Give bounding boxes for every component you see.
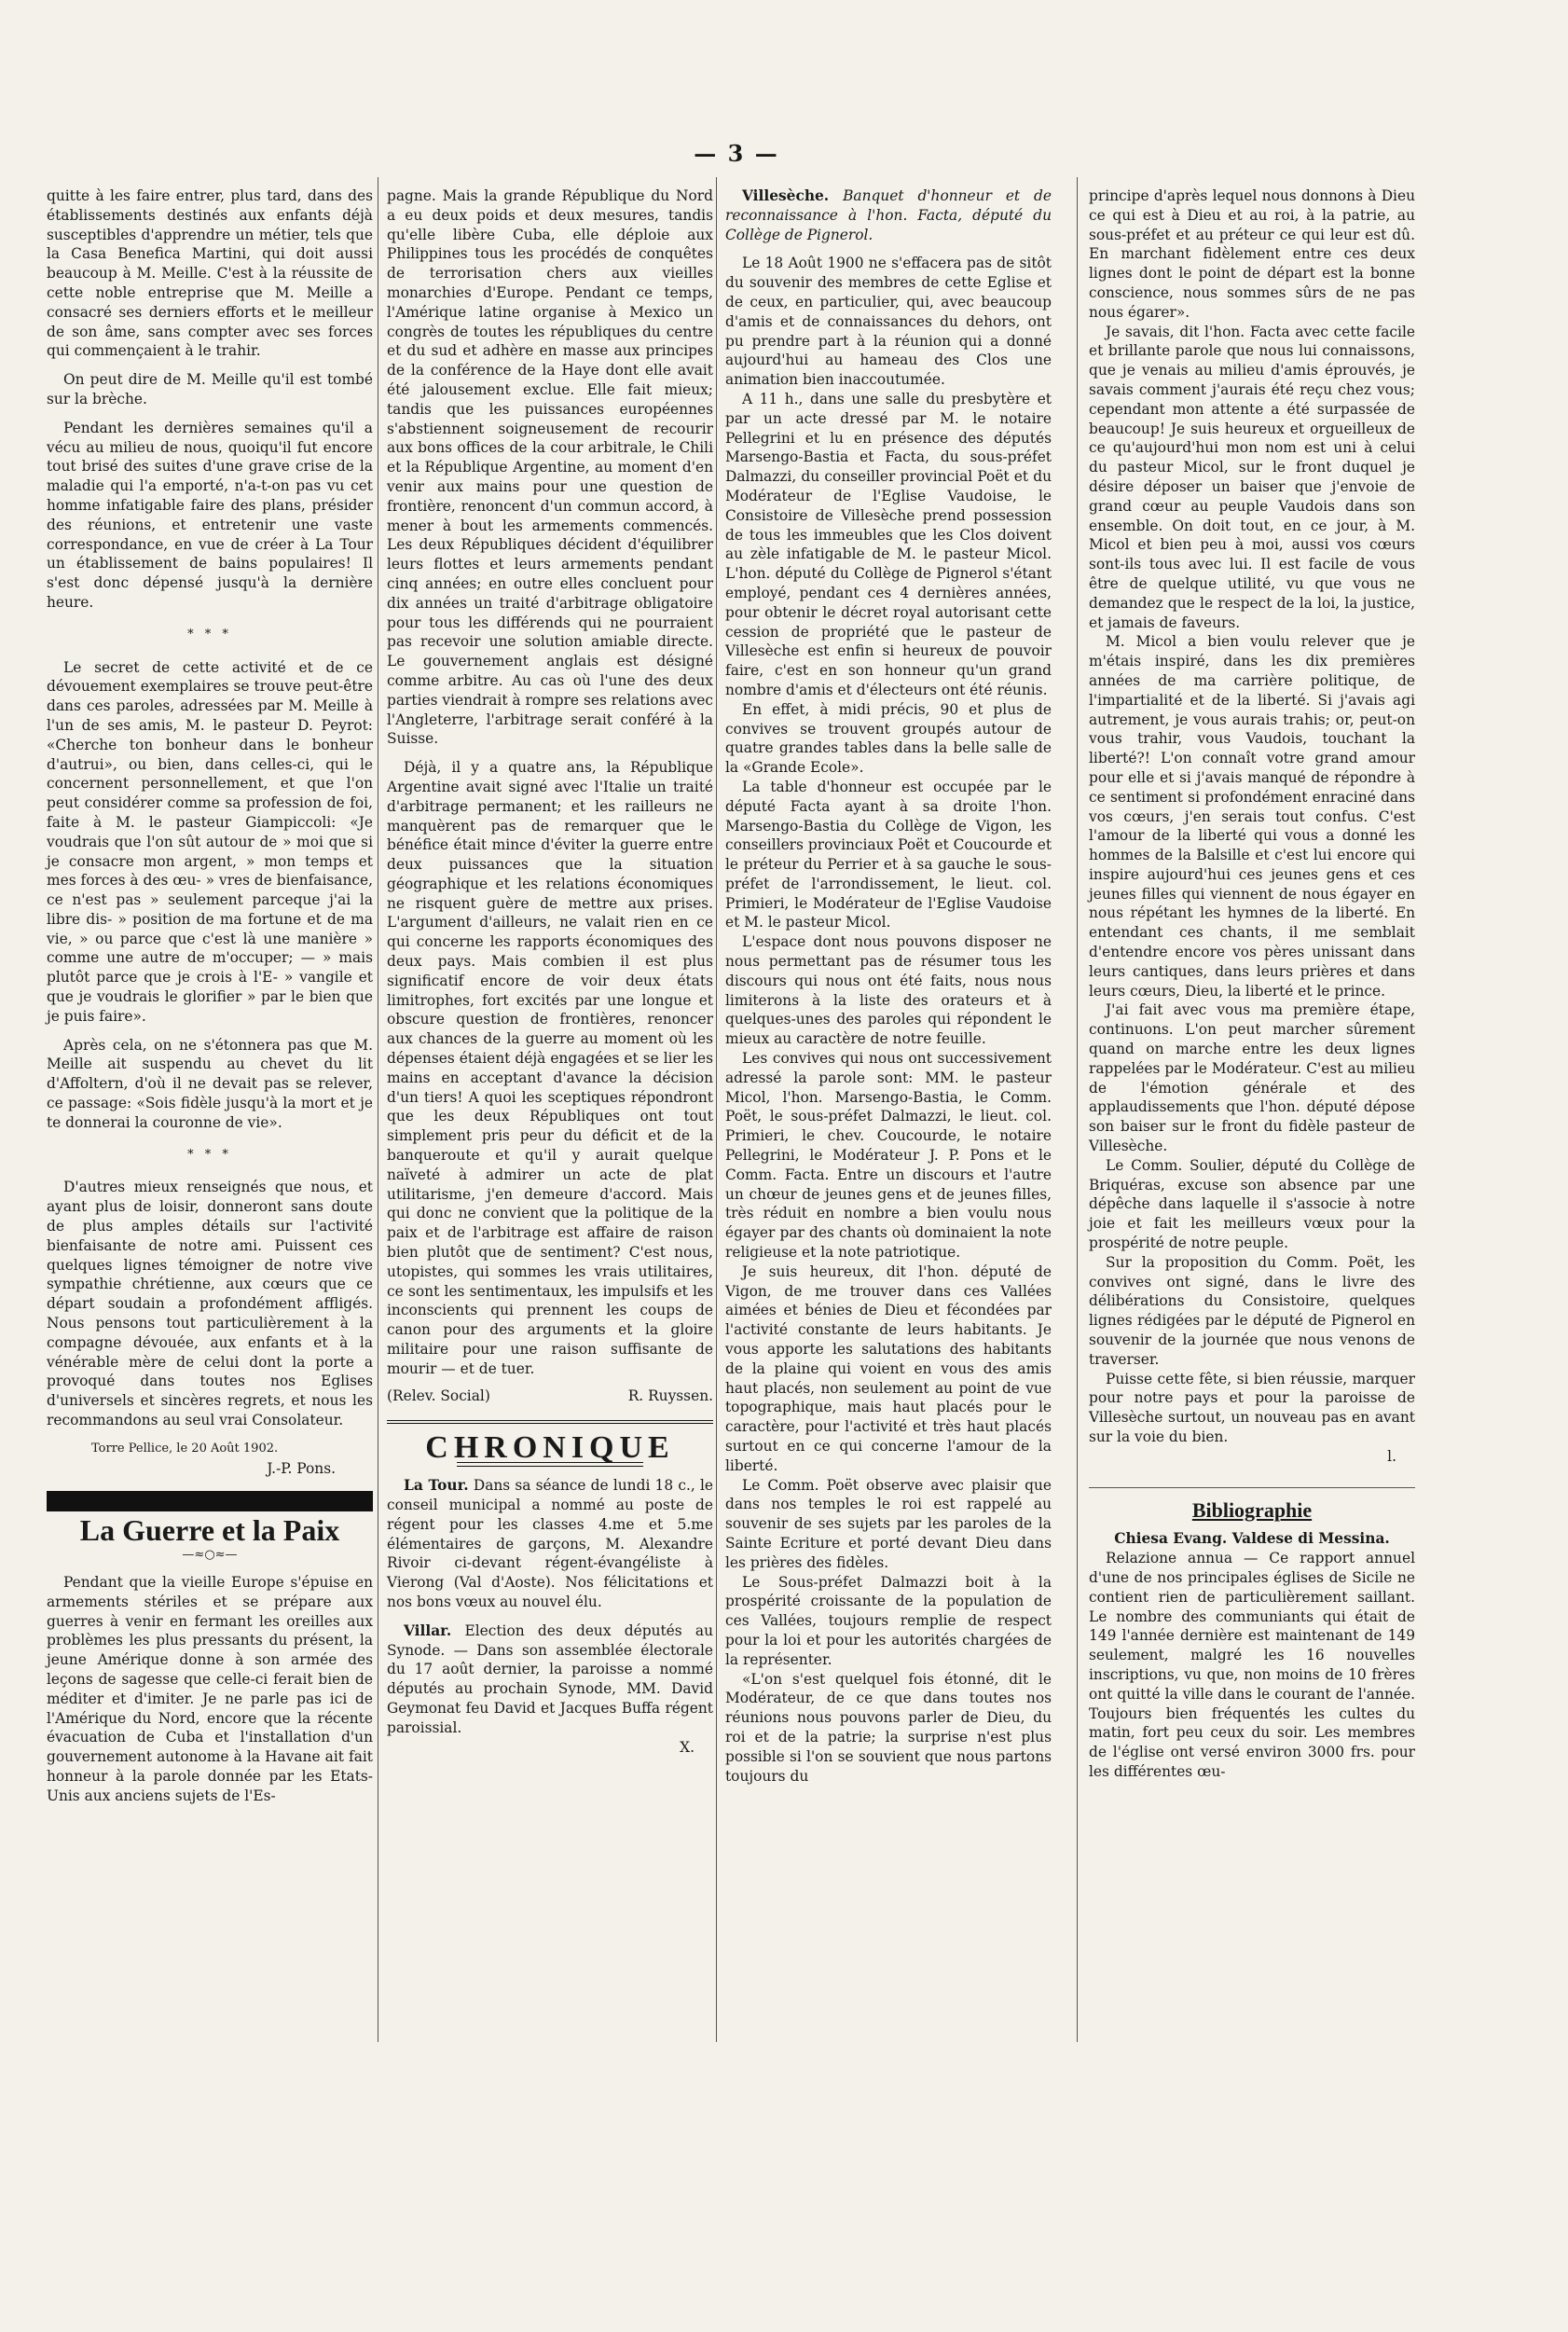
item-head: La Tour. [404,1477,469,1495]
paragraph: Relazione annua — Ce rapport annuel d'une de nos principales églises de Sicile ne contient rien de particulièrement saillant. Le nombre des communiants qui était de 149 l'année dernière est maintenant de 149 seulement, malgré les 16 nouvelles inscriptions, vu que, non moins de 10 frères ont quitté la ville dans le courant de l'année. Toujours bien fréquentés les cultes du matin, fort peu ceux du soir. Les membres de l'église ont versé environ 3000 frs. pour les différentes œu- [1089,1550,1415,1780]
item-subhead: Banquet d'honneur et de reconnaissance à l'hon. Facta, député du Collège de Pignerol. [725,187,1052,243]
signature: l. [1387,1447,1396,1465]
page-number: — 3 — [694,140,779,167]
column-1 [47,186,373,1806]
section-title: CHRONIQUE [425,1430,675,1466]
section-title: Bibliographie [1191,1497,1313,1522]
paragraph: D'autres mieux renseignés que nous, et ayant plus de loisir, donneront sans doute de plus amples détails sur l'activité bienfaisante de notre ami. Puissent ces quelques lignes témoigner de notre vive sympathie chrétienne, aux cœurs que ce départ soudain a profondément affligés. Nous pensons tout particulièrement à la compagne dévouée, aux enfants et à la vénérable mère de celui dont la porte a provoqué dans toutes nos Eglises d'universels et sincères regrets, et nous les recommandons au seul vrai Consolateur. [47,1179,373,1429]
item-head: Villesèche. [742,187,830,204]
item-text: Dans sa séance de lundi 18 c., le conseil municipal a nommé au poste de régent pour les classes 4.me et 5.me élémentaires de garçons, M. Alexandre Rivoir ci-devant régent-évangéliste à Vierong (Val d'Aoste). Nos félicitations et nos bons vœux au nouvel élu. [387,1477,713,1610]
paragraph: A 11 h., dans une salle du presbytère et par un acte dressé par M. le notaire Pellegrini et lu en présence des députés Marsengo-Bastia et Facta, du sous-préfet Dalmazzi, du conseiller provincial Poët et du Modérateur de l'Eglise Vaudoise, le Consistoire de Villesèche prend possession de tous les immeubles que les Clos doivent au zèle infatigable de M. le pasteur Micol. L'hon. député du Collège de Pignerol s'étant employé, pendant ces 4 dernières années, pour obtenir le décret royal autorisant cette cession de propriété que le pasteur de Villesèche est enfin si heureux de pouvoir faire, c'est en son honneur qu'un grand nombre d'amis et d'électeurs ont été réunis. [725,390,1052,698]
column-4 [1089,186,1415,1782]
section-separator: * * * [187,1147,232,1162]
bibliographie-section [1089,1487,1415,1782]
paragraph: Sur la proposition du Comm. Poët, les convives ont signé, dans le livre des délibérations du Consistoire, quelques lignes rédigées par le député de Pignerol en souvenir de la journée que nous venons de traverser. [1089,1253,1415,1368]
paragraph: Je suis heureux, dit l'hon. député de Vigon, de me trouver dans ces Vallées aimées et bénies de Dieu et fécondées par l'activité constante de leurs habitants. Je vous apporte les salutations des habitants de la plaine qui voient en vous des amis haut placés, non seulement au point de vue topographique, mais haut placés pour le caractère, pour l'activité et très haut placés surtout en ce qui concerne l'amour de la liberté. [725,1263,1052,1474]
paragraph: Le Comm. Poët observe avec plaisir que dans nos temples le roi est rappelé au souvenir de ses sujets par les paroles de la Sainte Ecriture et porté devant Dieu dans les prières des fidèles. [725,1476,1052,1571]
article-headline: La Guerre et la Paix [79,1513,340,1548]
column-rule [1077,177,1078,2042]
item-text: Election des deux députés au Synode. — Dans son assemblée électorale du 17 août dernier, la paroisse a nommé députés au prochain Synode, MM. David Geymonat feu David et Jacques Buffa régent paroissial. [387,1621,713,1736]
paragraph: principe d'après lequel nous donnons à Dieu ce qui est à Dieu et au roi, à la patrie, au sous-préfet et au préteur ce qui leur est dû. En marchant fidèlement entre ces deux lignes dont le point de départ est la bonne conscience, nous sommes sûrs de ne pas nous égarer». [1089,187,1415,321]
chronique-section [387,1420,713,1757]
black-bar [47,1491,373,1511]
item-head: Villar. [404,1621,452,1639]
paragraph: M. Micol a bien voulu relever que je m'étais inspiré, dans les dix premières années de ma carrière politique, de l'impartialité et de la liberté. Si j'avais agi autrement, je vous aurais trahis; or, peut-on vous trahir, vous Vaudois, touchant la liberté?! L'on connaît votre grand amour pour elle et si j'avais manqué de répondre à ce sentiment si profondément enraciné dans vos cœurs, j'en serais tout confus. C'est l'amour de la liberté qui vous a donné les hommes de la Balsille et c'est lui encore qui inspire aujourd'hui ces jeunes gens et ces jeunes filles qui viennent de nous égayer en nous répétant les hymnes de la liberté. En entendant ces chants, il me semblait d'entendre encore vos pères unissant dans leurs cantiques, dans leurs prières et dans leurs cœurs, Dieu, la liberté et le prince. [1089,633,1415,1000]
column-2 [387,186,713,1757]
column-3 [725,186,1052,1786]
item-head: Chiesa Evang. Valdese di Messina. [1114,1530,1390,1548]
paragraph: Déjà, il y a quatre ans, la République Argentine avait signé avec l'Italie un traité d'arbitrage permanent; et les railleurs ne manquèrent pas de remarquer que le bénéfice était mince d'éviter la guerre entre deux puissances que la situation géographique et les relations économiques ne risquent guère de mettre aux prises. L'argument d'ailleurs, ne valait rien en ce qui concerne les rapports économiques des deux pays. Mais combien il est plus significatif encore de voir deux états limitrophes, fort excités par une longue et obscure question de frontières, renoncer aux chances de la guerre au moment où les dépenses étaient déjà engagées et se lier les mains en acceptant d'avance la décision d'un tiers! A quoi les sceptiques répondront que les deux Républiques ont tout simplement pris peur du déficit et de la banqueroute et qu'il y aurait quelque naïveté à admirer un acte de plat utilitarisme, j'en demeure d'accord. Mais qui donc ne convient que la politique de la paix et de l'arbitrage est affaire de raison bien plutôt que de sentiment? C'est nous, utopistes, qui sommes les vrais utilitaires, ce sont les sentimentaux, les impulsifs et les inconscients qui prennent les coups de canon pour des arguments et la gloire militaire pour une raison suffisante de mourir — et de tuer. [387,759,713,1377]
paragraph: pagne. Mais la grande République du Nord a eu deux poids et deux mesures, tandis qu'elle libère Cuba, elle déploie aux Philippines tous les procédés de conquêtes de terrorisation chers aux vieilles monarchies d'Europe. Pendant ce temps, l'Amérique latine organise à Mexico un congrès de toutes les républiques du centre et du sud et adhère en masse aux principes de la conférence de la Haye dont elle avait été jalousement exclue. Elle fait mieux; tandis que les puissances européennes s'abstiennent soigneusement de recourir aux bons offices de la cour arbitrale, le Chili et la République Argentine, au moment d'en venir aux mains pour une question de frontière, renoncent d'un commun accord, à mener à bout les armements commencés. Les deux Républiques décident d'équilibrer leurs flottes et leurs armements pendant cinq années; en outre elles concluent pour dix années un traité d'arbitrage obligatoire pour tous les différends qui ne pourraient pas recevoir une solution amiable directe. Le gouvernement anglais est désigné comme arbitre. Au cas où l'une des deux parties viendrait à rompre ses relations avec l'Angleterre, l'arbitrage serait conféré à la Suisse. [387,187,713,748]
paragraph: Le Sous-préfet Dalmazzi boit à la prospérité croissante de la population de ces Vallées, toujours remplie de respect pour la loi et pour les autorités chargées de la représenter. [725,1573,1052,1668]
dateline: Torre Pellice, le 20 Août 1902. [91,1441,279,1456]
paragraph: J'ai fait avec vous ma première étape, continuons. L'on peut marcher sûrement quand on marche entre les deux lignes rappelées par le Modérateur. C'est au milieu de l'émotion générale et des applaudissements que l'hon. député dépose son baiser sur le front du fidèle pasteur de Villesèche. [1089,1001,1415,1155]
paragraph: Les convives qui nous ont successivement adressé la parole sont: MM. le pasteur Micol, l'hon. Marsengo-Bastia, le Comm. Poët, le sous-préfet Dalmazzi, le lieut. col. Primieri, le chev. Coucourde, le notaire Pellegrini, le Modérateur J. P. Pons et le Comm. Facta. Entre un discours et l'autre un chœur de jeunes gens et de jeunes filles, très réduit en nombre a bien voulu nous égayer par des chants où dominaient la note religieuse et la note patriotique. [725,1050,1052,1262]
paragraph: La table d'honneur est occupée par le député Facta ayant à sa droite l'hon. Marsengo-Bastia du Collège de Vigon, les conseillers provinciaux Poët et Coucourde et le préteur du Perrier et à sa gauche le sous-préfet de l'arrondissement, le lieut. col. Primieri, le Modérateur de l'Eglise Vaudoise et M. le pasteur Micol. [725,778,1052,931]
paragraph: Le secret de cette activité et de ce dévouement exemplaires se trouve peut-être dans ces paroles, adressées par M. Meille à l'un de ses amis, M. le pasteur D. Peyrot: «Cherche ton bonheur dans le bonheur d'autrui», ou bien, dans celles-ci, qui le concernent personnellement, et que l'on peut considérer comme sa profession de foi, faite à M. le pasteur Giampiccoli: «Je voudrais que l'on sût autour de » moi que si je consacre mon argent, » mon temps et mes forces à des œu- » vres de bienfaisance, ce n'est pas » seulement parceque j'ai la libre dis- » position de ma fortune et de ma vie, » ou parce que c'est là une manière » comme une autre de m'occuper; — » mais plutôt parce que je crois à l'E- » vangile et que je voudrais le glorifier » par le bien que je puis faire». [47,658,373,1025]
paragraph: Le 18 Août 1900 ne s'effacera pas de sitôt du souvenir des membres de cette Eglise et de ceux, en particulier, qui, avec beaucoup d'amis et de connaissances du dehors, ont pu prendre part à la réunion qui a donné aujourd'hui au hameau des Clos une animation bien inaccoutumée. [725,255,1052,389]
column-rule [716,177,717,2042]
signature: X. [680,1738,695,1756]
author: R. Ruyssen. [627,1387,713,1404]
paragraph: L'espace dont nous pouvons disposer ne nous permettant pas de résumer tous les discours qui nous ont été faits, nous nous limiterons à la liste des orateurs et à quelques-unes des paroles qui répondent le mieux au caractère de notre feuille. [725,933,1052,1048]
paragraph: Le Comm. Soulier, député du Collège de Briquéras, excuse son absence par une dépêche dans laquelle il s'associe à notre joie et fait les meilleurs vœux pour la prospérité de notre peuple. [1089,1156,1415,1252]
paragraph: Pendant les dernières semaines qu'il a vécu au milieu de nous, quoiqu'il fut encore tout brisé des suites d'une grave crise de la maladie qui l'a emporté, n'a-t-on pas vu cet homme infatigable faire des plans, présider des réunions, et entretenir une vaste correspondance, en vue de créer à La Tour un établissement de bains populaires! Il s'est donc dépensé jusqu'à la dernière heure. [47,419,373,611]
paragraph: Puisse cette fête, si bien réussie, marquer pour notre pays et pour la paroisse de Villesèche surtout, un nouveau pas en avant sur la voie du bien. [1089,1370,1415,1445]
paragraph: On peut dire de M. Meille qu'il est tombé sur la brèche. [47,371,373,407]
ornament: —≈○≈— [182,1548,238,1563]
paragraph: quitte à les faire entrer, plus tard, dans des établissements destinés aux enfants déjà susceptibles d'apprendre un métier, tels que la Casa Benefica Martini, qui doit aussi beaucoup à M. Meille. C'est à la réussite de cette noble entreprise que M. Meille a consacré ses derniers efforts et le meilleur de son âme, sans compter avec ses forces qui commençaient à le trahir. [47,187,373,360]
paragraph: Je savais, dit l'hon. Facta avec cette facile et brillante parole que nous lui connaissons, que je venais au milieu d'amis éprouvés, je savais comment j'aurais été reçu chez vous; cependant mon attente a été surpassée de beaucoup! Je suis heureux et orgueilleux de ce qu'aujourd'hui mon nom est uni à celui du pasteur Micol, sur le front duquel je désire déposer un baiser que j'envoie de grand cœur au peuple Vaudois dans son ensemble. On doit tout, en ce jour, à M. Micol et bien peu à moi, aussi vos cœurs sont-ils tous avec lui. Il est facile de vous être de quelque utilité, vu que vous ne demandez que le respect de la loi, la justice, et jamais de faveurs. [1089,323,1415,631]
signature: J.-P. Pons. [267,1459,336,1477]
paragraph: Après cela, on ne s'étonnera pas que M. Meille ait suspendu au chevet du lit d'Affoltern, d'où il ne devait pas se relever, ce passage: «Sois fidèle jusqu'à la mort et je te donnerai la couronne de vie». [47,1036,373,1131]
paragraph: Pendant que la vieille Europe s'épuise en armements stériles et se prépare aux guerres à venir en fermant les oreilles aux problèmes les plus pressants du présent, la jeune Amérique donne à son armée des leçons de sagesse que celle-ci ferait bien de méditer et d'imiter. Je ne parle pas ici de l'Amérique du Nord, encore que la récente évacuation de Cuba et l'installation d'un gouvernement autonome à la Havane ait fait honneur à la parole donnée par les Etats-Unis aux anciens sujets de l'Es- [47,1574,373,1804]
source: (Relev. Social) [387,1387,490,1404]
section-separator: * * * [187,627,232,642]
paragraph: En effet, à midi précis, 90 et plus de convives se trouvent groupés autour de quatre grandes tables dans la belle salle de la «Grande Ecole». [725,700,1052,777]
paragraph: «L'on s'est quelquel fois étonné, dit le Modérateur, de ce que dans toutes nos réunions nous pouvons parler de Dieu, du roi et de la patrie; la surprise n'est plus possible si l'on se souvient que nous partons toujours du [725,1670,1052,1785]
article-credit [387,1387,713,1406]
